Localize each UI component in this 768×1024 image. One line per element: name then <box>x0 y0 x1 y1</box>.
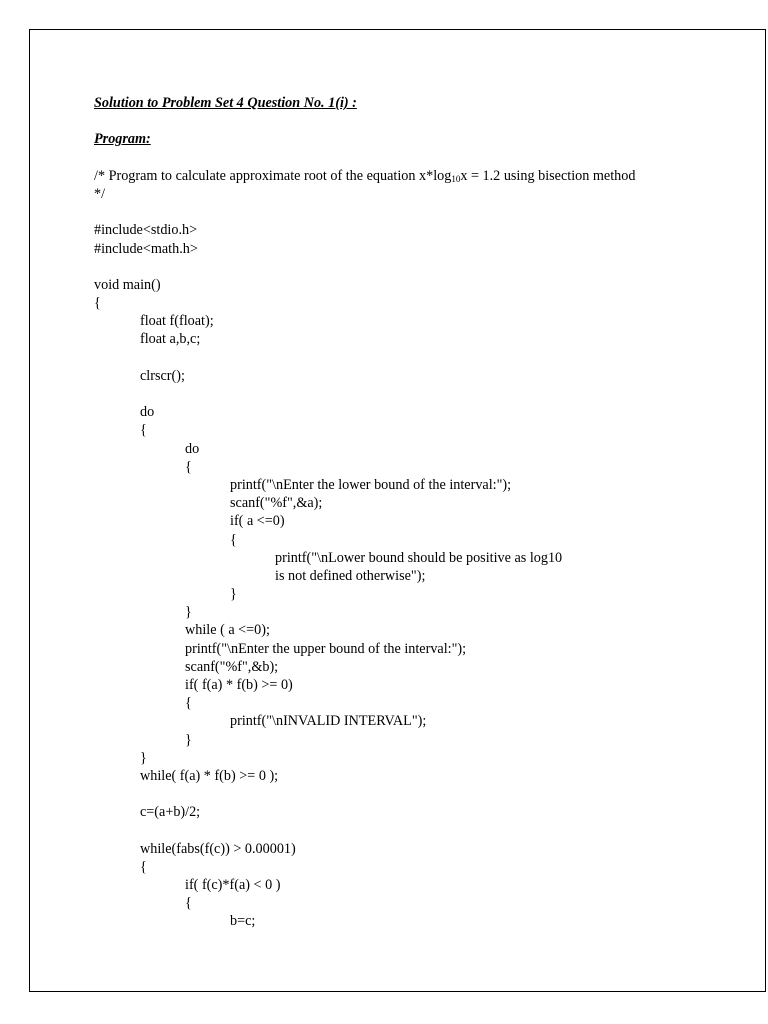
code-line: } <box>185 731 192 748</box>
code-line: if( f(a) * f(b) >= 0) <box>185 677 293 693</box>
code-line: { <box>140 422 147 439</box>
code-line: } <box>185 604 192 621</box>
code-line: clrscr(); <box>140 367 185 384</box>
code-line: scanf("%f",&a); <box>230 495 323 512</box>
code-line: scanf("%f",&b); <box>185 658 279 675</box>
code-line: while ( a <=0); <box>185 622 270 639</box>
code-line: void main() <box>94 276 161 293</box>
code-line: printf("\nEnter the upper bound of the interval:"); <box>185 640 467 657</box>
code-line: printf("\nINVALID INTERVAL"); <box>230 713 427 730</box>
code-line: while( f(a) * f(b) >= 0 ); <box>140 767 279 784</box>
code-line: #include<math.h> <box>94 240 198 257</box>
code-line: float a,b,c; <box>140 331 201 348</box>
code-line: #include<stdio.h> <box>94 222 198 239</box>
code-line: } <box>140 749 147 766</box>
code-line: } <box>230 586 237 603</box>
document-body <box>94 94 734 931</box>
code-comment-line: /* Program to calculate approximate root of the equation $x*\log_{10}x = 1.2$ using bisection method <box>94 167 636 184</box>
code-line: do <box>185 440 200 457</box>
code-line: if( f(c)*f(a) < 0 ) <box>185 877 281 894</box>
code-comment-close: */ <box>94 185 106 202</box>
code-line: b=c; <box>230 913 256 930</box>
code-line: printf("\nEnter the lower bound of the interval:"); <box>230 476 512 493</box>
section-heading: Program: <box>94 131 151 148</box>
code-line: { <box>94 295 101 312</box>
document-title: Solution to Problem Set 4 Question No. 1(i) : <box>94 95 357 111</box>
code-line: while(fabs(f(c)) > 0.00001) <box>140 840 296 857</box>
code-line: { <box>230 531 237 548</box>
code-line: c=(a+b)/2; <box>140 804 201 821</box>
code-line: if( a <=0) <box>230 513 285 530</box>
log-subscript: 10 <box>451 173 461 184</box>
code-line: is not defined otherwise"); <box>275 567 426 584</box>
code-line: { <box>185 895 192 912</box>
code-line: float f(float); <box>140 313 214 330</box>
code-line: { <box>140 858 147 875</box>
code-line: { <box>185 695 192 712</box>
code-line: printf("\nLower bound should be positive as log10 <box>275 549 563 566</box>
code-line: { <box>185 458 192 475</box>
code-line: do <box>140 404 155 421</box>
